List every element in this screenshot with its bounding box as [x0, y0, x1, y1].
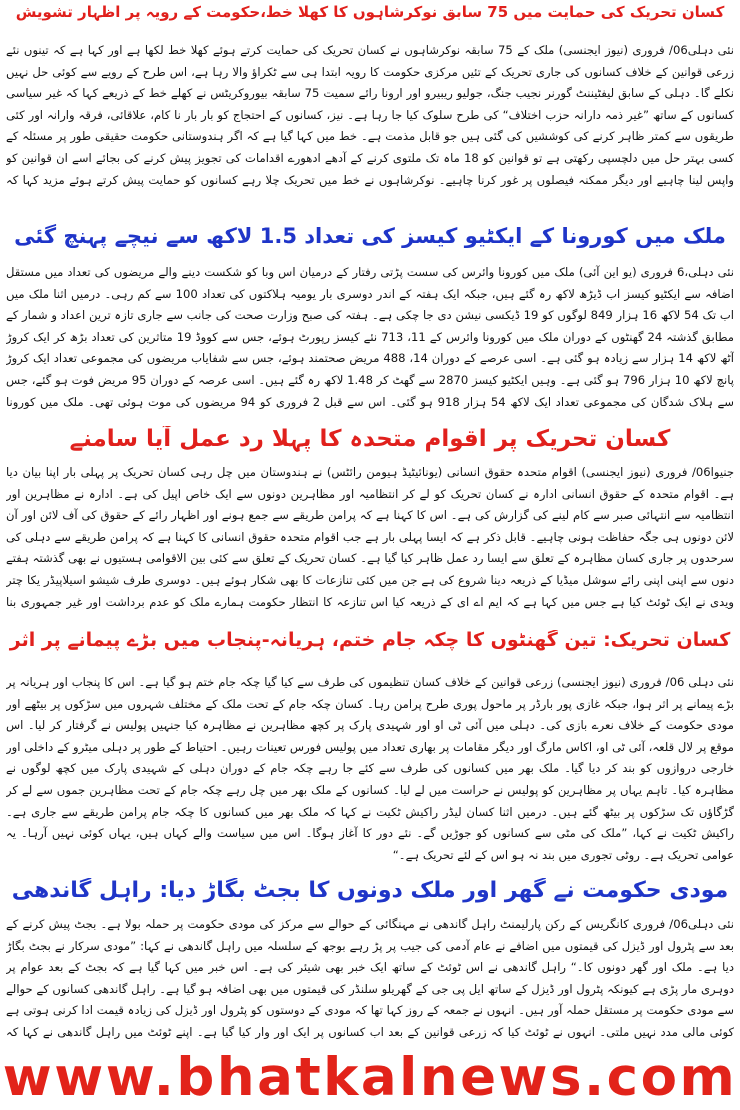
article-2-headline: ملک میں کورونا کے ایکٹیو کیسز کی تعداد 1.5 لاکھ سے نیچے پہنچ گئی — [14, 224, 726, 248]
article-1-body: نئی دہلی06/ فروری (نیوز ایجنسی) ملک کے 75 سابقہ نوکرشاہوں نے کسان تحریک کی حمایت کرتے ہوئے کھلا خط لکھا ہے اور کہا ہے کہ تینوں نئے زرعی قوانین کے خلاف کسانوں کی جاری تحریک کے تئیں مرکزی حکومت کا رویہ ابتدا ہی سے ٹکراؤ والا رہا ہے، اس طرح کے رویے سے کوئی حل نہیں نکلے گا۔ دہلی کے سابق لیفٹیننٹ گورنر نجیب جنگ، جولیو ریبیرو اور ارونا رائے سمیت 75 سابقہ بیوروکریٹس نے کھلے خط کے ذریعے کہا کہ غیر سیاسی کسانوں کے ساتھ ”غیر ذمہ دارانہ حزب اختلاف“ کی طرح سلوک کیا جا رہا ہے۔ نیز، کسانوں کے احتجاج کو بار بار نا کام، علاقائی، فرقہ وارانہ اور کئی طریقوں سے کمتر ظاہر کرنے کی کوششیں کی گئی ہیں جو قابل مذمت ہے۔ خط میں کہا گیا ہے کہ اگر ہندوستانی حکومت حقیقی طور پر مسئلہ کے کسی بہتر حل میں دلچسپی رکھتی ہے تو قوانین کو 18 ماہ تک ملتوی کرنے کے آدھے ادھورے اقدامات کی تجویز پیش کرنے کی بجائے اسے ان قوانین کو واپس لینا چاہیے اور دیگر ممکنہ فیصلوں پر غور کرنا چاہیے۔ نوکرشاہوں نے خط میں تحریک چلا رہے کسانوں کو حمایت پیش کرتے ہوئے مزید کہا کہ — [6, 43, 734, 187]
article-1-headline: کسان تحریک کی حمایت میں 75 سابق نوکرشاہوں کا کھلا خط،حکومت کے رویہ پر اظہارِ تشویش — [15, 4, 725, 21]
article-5-headline: مودی حکومت نے گھر اور ملک دونوں کا بجٹ بگاڑ دیا: راہل گاندھی — [11, 878, 729, 903]
article-4-headline: کسان تحریک: تین گھنٹوں کا چکہ جام ختم، ہریانہ-پنجاب میں بڑے پیمانے پر اثر — [9, 630, 731, 651]
article-4-body: نئی دہلی 06/ فروری (نیوز ایجنسی) زرعی قوانین کے خلاف کسان تنظیموں کی طرف سے کیا گیا چکہ جام ختم ہو گیا ہے۔ اس کا پنجاب اور ہریانہ پر بڑے پیمانے پر اثر ہوا، جبکہ غازی پور بارڈر پر ماحول پوری طرح پرامن رہا۔ کسان چکہ جام کے تحت ملک کے مختلف شہروں میں سڑکوں پر بیٹھے اور مودی حکومت کے خلاف نعرے بازی کی۔ دہلی میں آئی ٹی او اور شہیدی پارک پر کچھ مظاہرین نے مظاہرہ کیا جنہیں پولیس نے گرفتار کر لیا۔ اس موقع پر لال قلعہ، آئی ٹی او، اکاس مارگ اور دیگر مقامات پر بھاری تعداد میں پولیس فورس تعینات رہیں۔ احتیاط کے طور پر دہلی میٹرو کے داخلی اور خارجی دروازوں کو بند کر دیا گیا۔ ملک بھر میں کسانوں کی طرف سے کئے جا رہے چکہ جام کے دوران دہلی کے شہیدی پارک میں کچھ لوگوں نے مظاہرہ کیا۔ تاہم یہاں پر مظاہرین کو پولیس نے حراست میں لے لیا۔ کسانوں کے ملک بھر میں چل رہے چکہ جام کے تحت مظاہرین جموں سے لے کر گڑگاؤں تک سڑکوں پر بیٹھ گئے ہیں۔ درمیں اثنا کسان لیڈر راکیش ٹکیت نے کہا کہ ملک بھر میں کسانوں کا چکہ جام پرامن طریقے سے جاری ہے۔ راکیش ٹکیت نے کہا، ”ملک کی مٹی سے کسانوں کو جوڑیں گے۔ نئے دور کا آغاز ہوگا۔ اس میں سیاست والے کہاں ہیں، یہاں کوئی نہیں آرہا۔ یہ عوامی تحریک ہے۔ روٹی تجوری میں بند نہ ہو اس کے لئے تحریک ہے۔“ — [6, 675, 734, 862]
article-3-headline: کسان تحریک پر اقوام متحدہ کا پہلا رد عمل آیا سامنے — [69, 426, 671, 452]
article-5-body: نئی دہلی06/ فروری کانگریس کے رکن پارلیمنٹ راہل گاندھی نے مہنگائی کے حوالے سے مرکز کی مودی حکومت پر حملہ بولا ہے۔ بجٹ پیش کرنے کے بعد سے پٹرول اور ڈیزل کی قیمتوں میں اضافے نے عام آدمی کی جیب پر پڑ رہے بوجھ کے سلسلہ میں راہل گاندھی نے کہا: ”مودی سرکار نے بجٹ بگاڑ دیا ہے۔ ملک اور گھر دونوں کا۔“ راہل گاندھی نے اس ٹوئٹ کے ساتھ ایک خبر بھی شیئر کی ہے۔ اس خبر میں کہا گیا ہے کہ بجٹ کے بعد عوام پر دوہری مار پڑی ہے کیونکہ پٹرول اور ڈیزل کے ساتھ ایل پی جی کے گھریلو سلنڈر کی قیمتوں میں بھی اضافہ ہو گیا ہے۔ راہل گاندھی کسانوں کے حوالے سے مودی حکومت پر مستقل حملہ آور ہیں۔ انہوں نے جمعہ کے روز کہا تھا کہ مودی کے دوستوں کو پٹرول اور ڈیزل کی زیادہ قیمت ادا کرنی ہوتی ہے کوئی مالی مدد نہیں ملتی۔ انہوں نے ٹوئٹ کیا کہ زرعی قوانین کے بعد اب کسانوں پر ایک اور وار کیا گیا ہے۔ اپنے ٹوئٹ میں راہل گاندھی نے کہا کہ — [6, 917, 734, 1039]
article-3-body: جنیوا06/ فروری (نیوز ایجنسی) اقوام متحدہ حقوق انسانی (یونائیٹیڈ ہیومن رائٹس) نے ہندوستان میں چل رہی کسان تحریک پر پہلی بار اپنا بیان دیا ہے۔ اقوام متحدہ کے حقوق انسانی ادارہ نے کسان تحریک کو لے کر انتظامیہ اور مظاہرین دونوں سے ایک خاص اپیل کی ہے۔ ادارہ نے مظاہرین اور انتظامیہ سے انتہائی صبر سے کام لینے کی گزارش کی ہے۔ اس کا کہنا ہے کہ پرامن طریقے سے جمع ہونے اور اظہار رائے کے حقوق کی آف لائن اور آن لائن دونوں ہی جگہ حفاظت ہونی چاہیے۔ قابل ذکر ہے کہ ایسا پہلی بار ہے جب اقوام متحدہ حقوق انسانی کا کہنا ہے کہ پرامن طریقے سے دہلی کی سرحدوں پر جاری کسان مظاہرہ کے تعلق سے ایسا رد عمل ظاہر کیا گیا ہے۔ کسان تحریک کے تعلق سے کئی بین الاقوامی ہستیوں نے بھی گذشتہ ہفتے دنوں سے اپنی اپنی رائے سوشل میڈیا کے ذریعہ دینا شروع کی ہے جن میں کئی تنازعات کا بھی شکار ہوئے ہیں۔ دوسری طرف شیشو اسیلاپیڈر یکا چتر ویدی نے ایک ٹوئٹ کیا ہے جس میں کہا ہے کہ ایم اے ای کے ذریعہ کیا اس تنازعہ کا انتظار حکومت ہمارے ملک کو عدم برداشت اور غیر جمہوری بنا — [6, 465, 734, 609]
footer-website-url[interactable]: www.bhatkalnews.com — [2, 1047, 738, 1108]
article-2-body: نئی دہلی،6 فروری (یو این آئی) ملک میں کورونا وائرس کی سست پڑتی رفتار کے درمیان اس وبا کو شکست دینے والے مریضوں کی تعداد میں مستقل اضافہ سے ایکٹیو کیسز اب ڈیڑھ لاکھ رہ گئے ہیں، جبکہ ایک ہفتہ کے اندر دوسری بار یومیہ ہلاکتوں کی تعداد 100 سے کم رہی۔ درمیں اثنا ملک میں اب تک 54 لاکھ 16 ہزار 849 لوگوں کو 19 ڈیکسی نیشن دی جا چکی ہے۔ ہفتہ کی صبح وزارت صحت کی جانب سے جاری تازہ ترین اعداد و شمار کے مطابق گذشتہ 24 گھنٹوں کے دوران ملک میں کورونا وائرس کے 11، 713 نئے کیسز رپورٹ ہوئے، جس سے کووڈ 19 متاثرین کی تعداد بڑھ کر ایک کروڑ آٹھ لاکھ 14 ہزار سے زیادہ ہو گئی ہے۔ اسی عرصے کے دوران 14، 488 مریض صحتمند ہوئے، جس سے شفایاب مریضوں کی مجموعی تعداد ایک کروڑ پانچ لاکھ 10 ہزار 796 ہو گئی ہے۔ وہیں ایکٹیو کیسز 2870 سے گھٹ کر 1.48 لاکھ رہ گئے ہیں۔ اسی عرصہ کے دوران 95 مریض فوت ہو گئے، جس سے ہلاک شدگان کی مجموعی تعداد ایک لاکھ 54 ہزار 918 ہو گئی۔ اس سے قبل 2 فروری کو 94 مریضوں کی موت ہوئی تھی۔ ملک میں کورونا — [6, 265, 734, 409]
